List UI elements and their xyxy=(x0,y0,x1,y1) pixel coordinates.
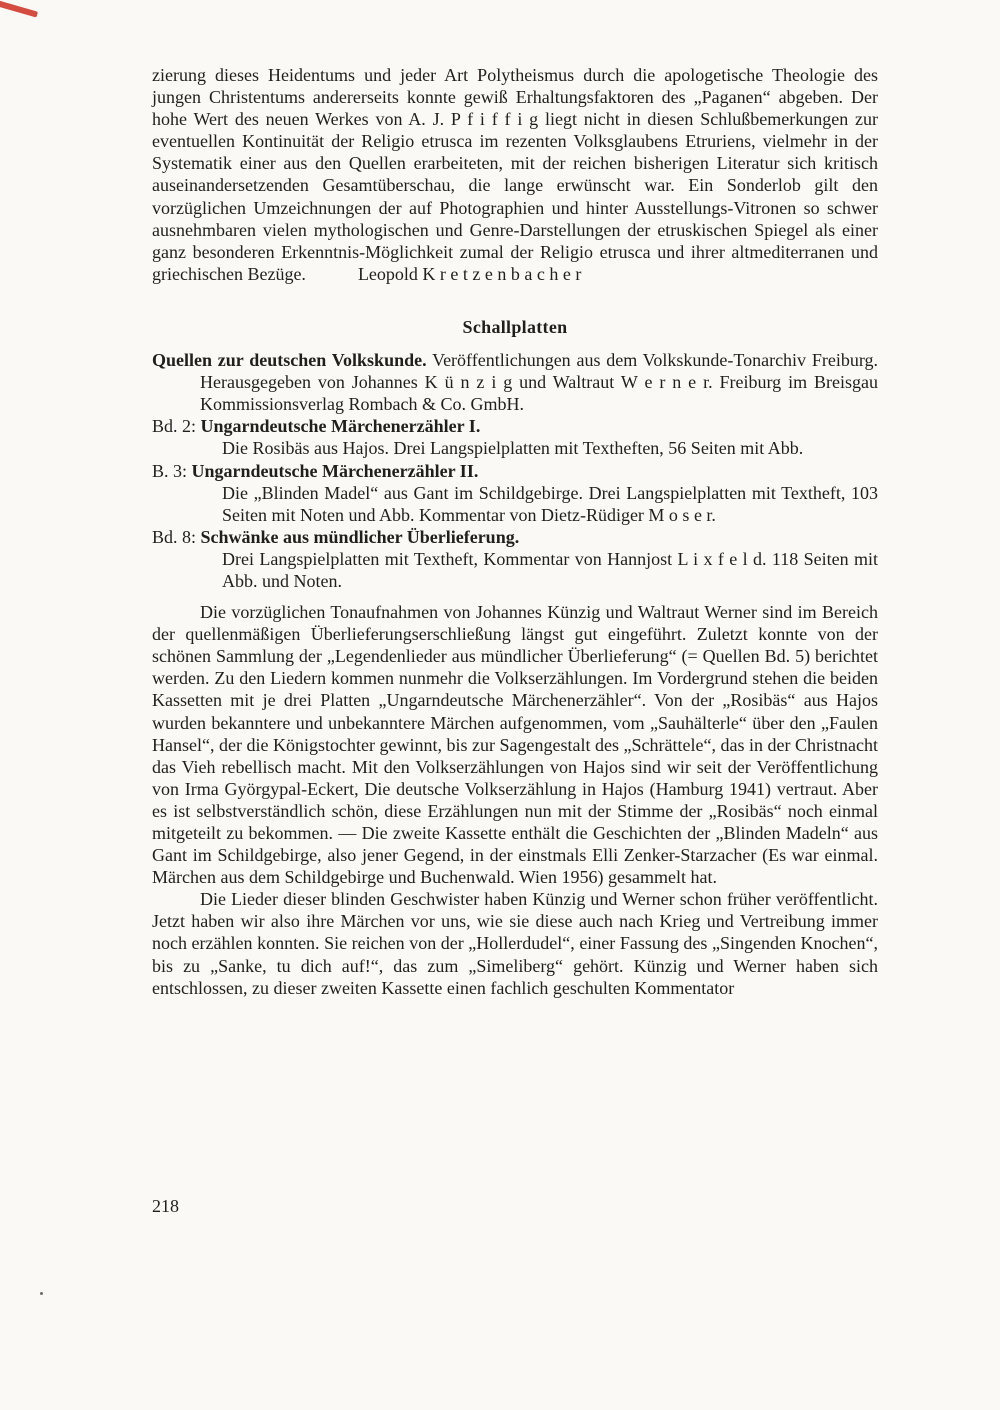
review-body-paragraph-1: Die vorzüglichen Tonaufnahmen von Johannes Künzig und Waltraut Werner sind im Bereich der quellenmäßigen Überlieferungserschließung längst gut eingeführt. Zuletzt konnte von der schönen Sammlung der „Legendenlieder aus mündlicher Überlieferung“ (= Quellen Bd. 5) berichtet werden. Zu den Liedern kommen nunmehr die Volkserzählungen. Im Vordergrund stehen die beiden Kassetten mit je drei Platten „Ungarndeutsche Märchenerzähler“. Von der „Rosibäs“ aus Hajos wurden bekanntere und unbekanntere Märchen aufgenommen, vom „Sauhälterle“ über den „Faulen Hansel“, der die Königstochter gewinnt, bis zur Sagengestalt des „Schrättele“, das in der Christnacht das Vieh rebellisch macht. Mit den Volkserzählungen von Hajos sind wir seit der Veröffentlichung von Irma Györgypal-Eckert, Die deutsche Volkserzählung in Hajos (Hamburg 1941) vertraut. Aber es ist selbstverständlich schön, diese Erzählungen nun mit der Stimme der „Rosibäs“ noch einmal mitgeteilt zu bekommen. — Die zweite Kassette enthält die Geschichten der „Blinden Madeln“ aus Gant im Schildgebirge, also jener Gegend, in der einstmals Elli Zenker-Starzacher (Es war einmal. Märchen aus dem Schildgebirge und Buchenwald. Wien 1956) gesammelt hat. xyxy=(152,602,878,888)
page-number: 218 xyxy=(152,1196,179,1216)
entry-volume-label: B. 3: xyxy=(152,460,188,481)
entry-description: Die Rosibäs aus Hajos. Drei Langspielplatten mit Textheften, 56 Seiten mit Abb. xyxy=(222,438,804,459)
entry-title: Schwänke aus mündlicher Überlieferung. xyxy=(200,526,520,547)
review-text: zierung dieses Heidentums und jeder Art Polytheismus durch die apologetische Theologie des jungen Christentums andererseits konnte gewiß Erhaltungsfaktoren des „Paganen“ abgeben. Der hohe Wert des neuen Werkes von A. J. P f i f f i g liegt nicht in diesen Schlußbemerkungen zur eventuellen Kontinuität der Religio etrusca im rezenten Volksglaubens Etruriens, vielmehr in der Systematik einer aus den Quellen erarbeiteten, mit der reichen bisherigen Literatur sich kritisch auseinandersetzenden Gesamtüberschau, die lange erwünscht war. Ein Sonderlob gilt den vorzüglichen Umzeichnungen der auf Photographien und hinter Ausstellungs-Vitronen so schwer ausnehmbaren vielen mythologischen und Genre-Darstellungen der etruskischen Spiegel als einer ganz besonderen Erkenntnis-Möglichkeit zumal der Religio etrusca und ihrer altmediterranen und griechischen Bezüge. xyxy=(152,65,878,284)
reviewer-signature: Leopold K r e t z e n b a c h e r xyxy=(357,263,582,284)
bibliography-entry xyxy=(152,526,878,592)
page-text-block xyxy=(152,64,878,999)
entry-volume-label: Bd. 2: xyxy=(152,416,197,437)
entry-title: Ungarndeutsche Märchenerzähler I. xyxy=(200,416,481,437)
entry-description: Drei Langspielplatten mit Textheft, Kommentar von Hannjost L i x f e l d. 118 Seiten mit Abb. und Noten. xyxy=(222,548,878,591)
entry-volume-label: Bd. 8: xyxy=(152,526,197,547)
section-heading: Schallplatten xyxy=(462,316,568,337)
series-details: Veröffentlichungen aus dem Volkskunde-Tonarchiv Freiburg. Herausgegeben von Johannes K ü n z i g und Waltraut W e r n e r. Freiburg im Breisgau Kommissionsverlag Rombach & Co. GmbH. xyxy=(200,350,879,415)
entry-description: Die „Blinden Madel“ aus Gant im Schildgebirge. Drei Langspielplatten mit Textheft, 103 Seiten mit Noten und Abb. Kommentar von Dietz-Rüdiger M o s e r. xyxy=(222,482,878,525)
series-title: Quellen zur deutschen Volkskunde. xyxy=(152,350,427,371)
review-continuation-paragraph xyxy=(152,64,878,285)
bibliography-series-entry xyxy=(152,349,878,415)
scan-artifact-red-mark xyxy=(0,0,38,18)
scan-artifact-speck xyxy=(40,1292,43,1295)
review-body-paragraph-2: Die Lieder dieser blinden Geschwister haben Künzig und Werner schon früher veröffentlicht. Jetzt haben wir also ihre Märchen vor uns, wie sie diese auch nach Krieg und Vertreibung immer noch erzählen konnten. Sie reichen von der „Hollerdudel“, einer Fassung des „Singenden Knochen“, bis zu „Sanke, tu dich auf!“, das zum „Simeliberg“ gehört. Künzig und Werner haben sich entschlossen, zu dieser zweiten Kassette einen fachlich geschulten Kommentator xyxy=(152,889,878,998)
entry-title: Ungarndeutsche Märchenerzähler II. xyxy=(191,460,479,481)
bibliography-entry xyxy=(152,460,878,526)
bibliography-entry xyxy=(152,415,878,459)
